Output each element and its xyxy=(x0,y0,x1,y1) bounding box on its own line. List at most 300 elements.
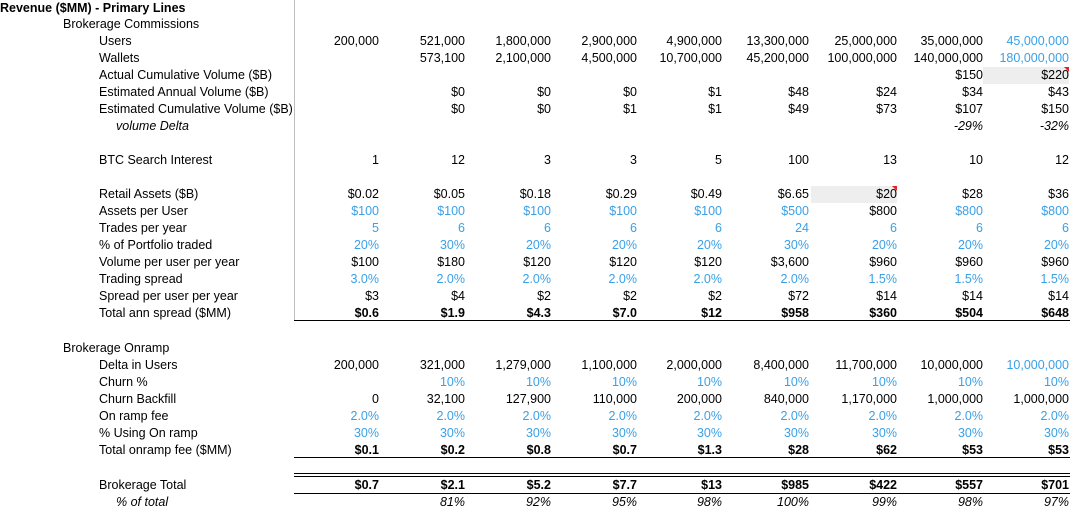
cell-value: 2.0% xyxy=(350,409,379,423)
table-cell[interactable] xyxy=(465,50,551,67)
cell-value: 200,000 xyxy=(676,392,722,406)
table-cell[interactable] xyxy=(465,288,551,305)
cell-value: 3 xyxy=(544,153,551,167)
table-cell[interactable] xyxy=(551,220,637,237)
table-cell[interactable] xyxy=(897,101,983,118)
cell-value: 840,000 xyxy=(763,392,809,406)
table-cell[interactable] xyxy=(723,288,809,305)
table-cell[interactable] xyxy=(811,357,897,374)
table-cell[interactable] xyxy=(983,84,1069,101)
cell-value: $2 xyxy=(708,289,722,303)
table-cell[interactable] xyxy=(723,33,809,50)
cell-value: $800 xyxy=(1041,204,1069,218)
cell-value: 1,279,000 xyxy=(495,358,551,372)
cell-value: $120 xyxy=(609,255,637,269)
cell-value: 1,800,000 xyxy=(495,34,551,48)
table-cell[interactable] xyxy=(551,33,637,50)
table-cell[interactable] xyxy=(636,271,722,288)
table-cell[interactable] xyxy=(636,220,722,237)
cell-value: 4,900,000 xyxy=(666,34,722,48)
table-cell[interactable] xyxy=(811,84,897,101)
row-label: Estimated Cumulative Volume ($B) xyxy=(99,102,293,116)
table-cell[interactable] xyxy=(811,33,897,50)
table-row-vol-per-user xyxy=(0,254,1080,271)
total-rule xyxy=(294,320,1070,321)
cell-value: 10% xyxy=(439,375,465,389)
table-cell[interactable] xyxy=(811,408,897,425)
table-cell[interactable] xyxy=(379,408,465,425)
table-cell[interactable] xyxy=(379,84,465,101)
cell-value: $1 xyxy=(708,102,722,116)
table-cell[interactable] xyxy=(551,254,637,271)
cell-value: 1.5% xyxy=(1040,272,1069,286)
cell-value: 45,000,000 xyxy=(1006,34,1069,48)
cell-value: $7.7 xyxy=(612,478,637,492)
table-cell[interactable] xyxy=(293,203,379,220)
table-cell[interactable] xyxy=(551,186,637,203)
table-cell[interactable] xyxy=(551,391,637,408)
cell-value: $701 xyxy=(1041,478,1069,492)
table-cell[interactable] xyxy=(465,408,551,425)
cell-value: 0 xyxy=(372,392,379,406)
table-cell[interactable] xyxy=(723,425,809,442)
table-cell[interactable] xyxy=(636,288,722,305)
cell-value: $0.1 xyxy=(354,443,379,457)
table-cell[interactable] xyxy=(983,152,1069,169)
cell-value: 30% xyxy=(353,426,379,440)
cell-value: $4 xyxy=(451,289,465,303)
cell-value: 521,000 xyxy=(419,34,465,48)
table-cell[interactable] xyxy=(379,374,465,391)
cell-value: 1 xyxy=(372,153,379,167)
table-cell[interactable] xyxy=(897,186,983,203)
table-row-btc-search xyxy=(0,152,1080,169)
cell-value: 140,000,000 xyxy=(913,51,983,65)
table-cell[interactable] xyxy=(811,50,897,67)
row-label: Users xyxy=(99,34,132,48)
cell-value: 20% xyxy=(353,238,379,252)
table-cell[interactable] xyxy=(636,203,722,220)
cell-value: $800 xyxy=(869,204,897,218)
cell-value: $49 xyxy=(788,102,809,116)
table-cell[interactable] xyxy=(636,374,722,391)
cell-value: $14 xyxy=(876,289,897,303)
cell-value: 20% xyxy=(957,238,983,252)
table-cell[interactable] xyxy=(723,152,809,169)
cell-value: 35,000,000 xyxy=(920,34,983,48)
table-cell[interactable] xyxy=(379,271,465,288)
table-cell[interactable] xyxy=(551,477,637,494)
table-cell[interactable] xyxy=(465,271,551,288)
table-cell[interactable] xyxy=(811,220,897,237)
table-cell[interactable] xyxy=(293,408,379,425)
table-cell[interactable] xyxy=(293,33,379,50)
table-cell[interactable] xyxy=(897,220,983,237)
table-cell[interactable] xyxy=(551,357,637,374)
table-cell[interactable] xyxy=(465,152,551,169)
table-cell[interactable] xyxy=(551,50,637,67)
table-cell[interactable] xyxy=(379,425,465,442)
table-row-assets-per-user xyxy=(0,203,1080,220)
table-cell[interactable] xyxy=(636,33,722,50)
table-cell[interactable] xyxy=(465,477,551,494)
table-cell[interactable] xyxy=(293,477,379,494)
table-row-pct-onramp xyxy=(0,425,1080,442)
table-cell[interactable] xyxy=(723,254,809,271)
cell-value: $150 xyxy=(1041,102,1069,116)
cell-value: 573,100 xyxy=(419,51,465,65)
table-cell[interactable] xyxy=(636,254,722,271)
table-cell[interactable] xyxy=(897,271,983,288)
table-cell[interactable] xyxy=(293,186,379,203)
cell-value: $800 xyxy=(955,204,983,218)
cell-value: 20% xyxy=(611,238,637,252)
table-cell[interactable] xyxy=(811,391,897,408)
cell-value: 10% xyxy=(525,375,551,389)
cell-value: 1,000,000 xyxy=(1013,392,1069,406)
cell-value: 30% xyxy=(1043,426,1069,440)
table-cell[interactable] xyxy=(723,220,809,237)
table-cell[interactable] xyxy=(723,50,809,67)
table-row-est-ann-vol xyxy=(0,84,1080,101)
cell-value: 30% xyxy=(871,426,897,440)
table-cell[interactable] xyxy=(379,203,465,220)
table-cell[interactable] xyxy=(983,237,1069,254)
cell-value: 10% xyxy=(1043,375,1069,389)
table-cell[interactable] xyxy=(465,220,551,237)
cell-value: $7.0 xyxy=(612,306,637,320)
table-cell[interactable] xyxy=(636,408,722,425)
table-cell[interactable] xyxy=(465,254,551,271)
cell-value: 32,100 xyxy=(426,392,465,406)
cell-value: $504 xyxy=(955,306,983,320)
table-cell[interactable] xyxy=(465,425,551,442)
section-header-brokerage-onramp: Brokerage Onramp xyxy=(63,341,170,355)
table-cell[interactable] xyxy=(723,101,809,118)
cell-value: 110,000 xyxy=(592,392,637,406)
table-cell[interactable] xyxy=(897,254,983,271)
cell-value: 92% xyxy=(525,495,551,509)
cell-value: 5 xyxy=(715,153,722,167)
sheet-title: Revenue ($MM) - Primary Lines xyxy=(0,1,186,15)
table-cell[interactable] xyxy=(723,374,809,391)
table-cell[interactable] xyxy=(293,152,379,169)
table-cell[interactable] xyxy=(379,50,465,67)
cell-value: $24 xyxy=(876,85,897,99)
cell-value: 45,200,000 xyxy=(746,51,809,65)
comment-indicator-icon[interactable] xyxy=(1064,67,1069,72)
cell-value: $34 xyxy=(962,85,983,99)
cell-value: 2.0% xyxy=(522,272,551,286)
cell-value: 200,000 xyxy=(333,358,379,372)
cell-value: $0.8 xyxy=(526,443,551,457)
table-cell[interactable] xyxy=(465,101,551,118)
table-cell[interactable] xyxy=(897,357,983,374)
table-cell[interactable] xyxy=(636,50,722,67)
cell-value: 6 xyxy=(715,221,722,235)
table-cell[interactable] xyxy=(811,101,897,118)
cell-value: 20% xyxy=(696,238,722,252)
table-cell[interactable] xyxy=(983,67,1069,84)
table-row-churn-pct xyxy=(0,374,1080,391)
table-cell[interactable] xyxy=(465,186,551,203)
cell-value: 98% xyxy=(957,495,983,509)
table-cell[interactable] xyxy=(636,425,722,442)
cell-value: $14 xyxy=(962,289,983,303)
table-cell[interactable] xyxy=(983,254,1069,271)
table-cell[interactable] xyxy=(551,203,637,220)
cell-value: $120 xyxy=(523,255,551,269)
table-cell[interactable] xyxy=(723,271,809,288)
table-cell[interactable] xyxy=(897,67,983,84)
table-cell[interactable] xyxy=(379,477,465,494)
table-cell[interactable] xyxy=(293,391,379,408)
table-cell[interactable] xyxy=(551,288,637,305)
cell-value: 10,000,000 xyxy=(920,358,983,372)
table-cell[interactable] xyxy=(465,391,551,408)
cell-value: $48 xyxy=(788,85,809,99)
table-row-trading-spread xyxy=(0,271,1080,288)
cell-value: 10 xyxy=(969,153,983,167)
table-cell[interactable] xyxy=(379,254,465,271)
table-cell[interactable] xyxy=(379,288,465,305)
row-label: % of total xyxy=(116,495,169,509)
table-cell[interactable] xyxy=(636,152,722,169)
cell-value: $0 xyxy=(451,85,465,99)
table-cell[interactable] xyxy=(465,374,551,391)
table-cell[interactable] xyxy=(465,84,551,101)
table-cell[interactable] xyxy=(293,254,379,271)
table-cell[interactable] xyxy=(723,203,809,220)
table-cell[interactable] xyxy=(983,357,1069,374)
cell-value: 30% xyxy=(439,238,465,252)
cell-value: $958 xyxy=(781,306,809,320)
cell-value: $0.29 xyxy=(605,187,637,201)
table-cell[interactable] xyxy=(983,271,1069,288)
cell-value: 2.0% xyxy=(608,272,637,286)
table-cell[interactable] xyxy=(983,118,1069,135)
table-cell[interactable] xyxy=(897,203,983,220)
table-cell[interactable] xyxy=(293,425,379,442)
cell-value: 97% xyxy=(1043,495,1069,509)
table-cell[interactable] xyxy=(723,391,809,408)
table-cell[interactable] xyxy=(636,391,722,408)
table-cell[interactable] xyxy=(379,152,465,169)
table-cell[interactable] xyxy=(723,186,809,203)
table-cell[interactable] xyxy=(811,203,897,220)
table-cell[interactable] xyxy=(723,237,809,254)
table-cell[interactable] xyxy=(379,33,465,50)
table-cell[interactable] xyxy=(897,237,983,254)
cell-value: $120 xyxy=(694,255,722,269)
table-cell[interactable] xyxy=(983,101,1069,118)
table-cell[interactable] xyxy=(811,374,897,391)
cell-value: 10% xyxy=(957,375,983,389)
cell-value: 2.0% xyxy=(1040,409,1069,423)
table-row-pct-traded xyxy=(0,237,1080,254)
table-cell[interactable] xyxy=(983,220,1069,237)
cell-value: 2.0% xyxy=(436,272,465,286)
cell-value: $14 xyxy=(1048,289,1069,303)
table-cell[interactable] xyxy=(897,425,983,442)
table-cell[interactable] xyxy=(293,237,379,254)
cell-value: $0 xyxy=(451,102,465,116)
cell-value: $960 xyxy=(1041,255,1069,269)
table-cell[interactable] xyxy=(983,288,1069,305)
table-cell[interactable] xyxy=(723,84,809,101)
table-cell[interactable] xyxy=(897,288,983,305)
cell-value: 10,700,000 xyxy=(659,51,722,65)
table-cell[interactable] xyxy=(379,391,465,408)
table-cell[interactable] xyxy=(983,50,1069,67)
table-cell[interactable] xyxy=(897,33,983,50)
cell-value: $0 xyxy=(537,85,551,99)
row-label: % Using On ramp xyxy=(99,426,198,440)
table-cell[interactable] xyxy=(293,220,379,237)
table-cell[interactable] xyxy=(551,237,637,254)
table-cell[interactable] xyxy=(983,374,1069,391)
table-cell[interactable] xyxy=(723,357,809,374)
table-cell[interactable] xyxy=(636,477,722,494)
cell-value: $0 xyxy=(623,85,637,99)
table-cell[interactable] xyxy=(897,391,983,408)
table-cell[interactable] xyxy=(723,477,809,494)
cell-value: 10% xyxy=(611,375,637,389)
cell-value: 30% xyxy=(525,426,551,440)
cell-value: 100,000,000 xyxy=(827,51,897,65)
cell-value: $53 xyxy=(962,443,983,457)
cell-value: $0.7 xyxy=(354,478,379,492)
table-cell[interactable] xyxy=(465,203,551,220)
table-cell[interactable] xyxy=(551,408,637,425)
row-label: Total ann spread ($MM) xyxy=(99,306,232,320)
table-cell[interactable] xyxy=(897,50,983,67)
table-cell[interactable] xyxy=(897,374,983,391)
cell-value: $20 xyxy=(876,187,897,201)
cell-value: 95% xyxy=(611,495,637,509)
cell-value: 1.5% xyxy=(868,272,897,286)
table-cell[interactable] xyxy=(983,391,1069,408)
table-cell[interactable] xyxy=(551,374,637,391)
table-cell[interactable] xyxy=(811,477,897,494)
table-cell[interactable] xyxy=(379,186,465,203)
table-cell[interactable] xyxy=(636,186,722,203)
cell-value: $0.49 xyxy=(690,187,722,201)
cell-value: $43 xyxy=(1048,85,1069,99)
table-cell[interactable] xyxy=(983,425,1069,442)
table-cell[interactable] xyxy=(551,152,637,169)
table-cell[interactable] xyxy=(636,84,722,101)
table-row-users xyxy=(0,33,1080,50)
table-cell[interactable] xyxy=(636,357,722,374)
grand-total-rule-bottom xyxy=(294,493,1070,494)
table-cell[interactable] xyxy=(983,186,1069,203)
table-cell[interactable] xyxy=(379,237,465,254)
table-cell[interactable] xyxy=(465,33,551,50)
table-cell[interactable] xyxy=(983,477,1069,494)
cell-value: 25,000,000 xyxy=(834,34,897,48)
table-cell[interactable] xyxy=(811,152,897,169)
table-cell[interactable] xyxy=(293,271,379,288)
cell-value: $1 xyxy=(708,85,722,99)
cell-value: 2,100,000 xyxy=(495,51,551,65)
row-label: Trading spread xyxy=(99,272,183,286)
table-cell[interactable] xyxy=(811,271,897,288)
cell-value: 13,300,000 xyxy=(746,34,809,48)
row-label: Churn % xyxy=(99,375,148,389)
table-cell[interactable] xyxy=(723,408,809,425)
table-cell[interactable] xyxy=(551,84,637,101)
table-cell[interactable] xyxy=(551,425,637,442)
table-row-delta-users xyxy=(0,357,1080,374)
cell-value: 98% xyxy=(696,495,722,509)
cell-value: 10,000,000 xyxy=(1006,358,1069,372)
cell-value: $960 xyxy=(955,255,983,269)
section-header-row xyxy=(0,16,1080,33)
cell-value: $3,600 xyxy=(770,255,809,269)
table-cell[interactable] xyxy=(983,203,1069,220)
table-cell[interactable] xyxy=(379,101,465,118)
table-cell[interactable] xyxy=(293,357,379,374)
table-cell[interactable] xyxy=(897,118,983,135)
cell-value: 81% xyxy=(439,495,465,509)
table-cell[interactable] xyxy=(811,186,897,203)
table-cell[interactable] xyxy=(897,152,983,169)
cell-value: 100 xyxy=(788,153,809,167)
table-cell[interactable] xyxy=(811,288,897,305)
table-cell[interactable] xyxy=(636,101,722,118)
cell-value: $985 xyxy=(781,478,809,492)
table-cell[interactable] xyxy=(811,425,897,442)
table-cell[interactable] xyxy=(811,254,897,271)
table-cell[interactable] xyxy=(551,101,637,118)
cell-value: $100 xyxy=(351,204,379,218)
table-cell[interactable] xyxy=(811,237,897,254)
table-cell[interactable] xyxy=(897,477,983,494)
table-cell[interactable] xyxy=(897,84,983,101)
table-cell[interactable] xyxy=(465,237,551,254)
cell-value: 20% xyxy=(1043,238,1069,252)
table-row-spread-per-user xyxy=(0,288,1080,305)
table-cell[interactable] xyxy=(379,357,465,374)
table-cell[interactable] xyxy=(983,408,1069,425)
table-cell[interactable] xyxy=(636,237,722,254)
table-cell[interactable] xyxy=(983,33,1069,50)
row-label: Wallets xyxy=(99,51,140,65)
cell-value: $100 xyxy=(523,204,551,218)
cell-value: 10% xyxy=(871,375,897,389)
table-cell[interactable] xyxy=(379,220,465,237)
cell-value: $100 xyxy=(437,204,465,218)
table-cell[interactable] xyxy=(465,357,551,374)
cell-value: 2.0% xyxy=(780,409,809,423)
row-label: On ramp fee xyxy=(99,409,169,423)
cell-value: 1,100,000 xyxy=(581,358,637,372)
cell-value: 30% xyxy=(611,426,637,440)
cell-value: $0.2 xyxy=(440,443,465,457)
cell-value: $53 xyxy=(1048,443,1069,457)
table-row-retail-assets xyxy=(0,186,1080,203)
cell-value: $2 xyxy=(623,289,637,303)
cell-value: $0.18 xyxy=(519,187,551,201)
cell-value: 3 xyxy=(630,153,637,167)
table-cell[interactable] xyxy=(551,271,637,288)
table-row-brokerage-total xyxy=(0,477,1080,494)
cell-value: $220 xyxy=(1041,68,1069,82)
cell-value: 3.0% xyxy=(350,272,379,286)
table-cell[interactable] xyxy=(293,288,379,305)
table-cell[interactable] xyxy=(897,408,983,425)
